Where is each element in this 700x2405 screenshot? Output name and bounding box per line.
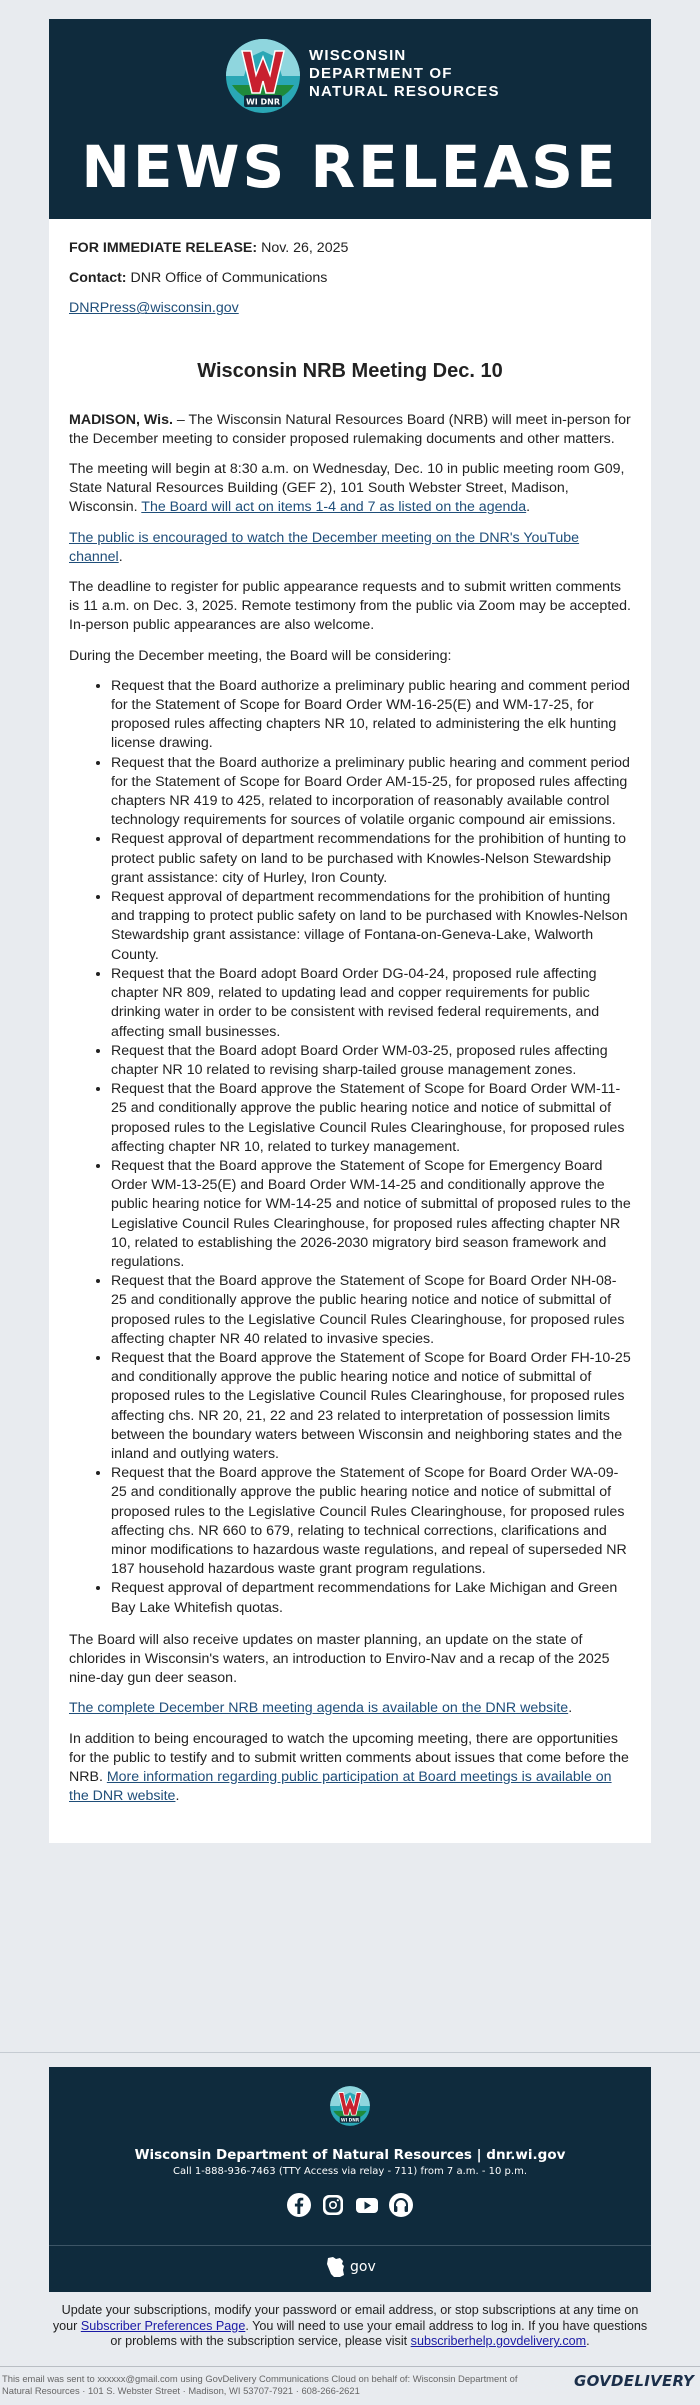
intro-text: – The Wisconsin Natural Resources Board (NRB) will meet in-person for the December meeting to consider proposed rulemaking documents and other matters. [69,411,631,447]
contact-label: Contact: [69,270,127,287]
deadline-paragraph: The deadline to register for public appearance requests and to submit written comments is 11 a.m. on Dec. 3, 2025. Remote testimony from the public via Zoom may be accepted. In-person public appearances are also welcome. [69,579,631,634]
list-item: • Request approval of department recommendations for the prohibition of hunting to protect public safety on land to be purchased with Knowles-Nelson Stewardship grant assistance: city of Hurley, Iron County. [111,830,631,888]
sent-to-note: This email was sent to xxxxxx@gmail.com using GovDelivery Communications Cloud on behalf of: Wisconsin Department of Natural Resources · 101 S. Webster Street · Madison, WI 53707-7921 · 608-266-2621 [2,2373,518,2396]
news-release-card [49,19,651,1843]
social-links [49,2192,651,2218]
dept-line-2: DEPARTMENT OF [309,65,453,82]
release-label: FOR IMMEDIATE RELEASE: [69,240,258,256]
release-date: Nov. 26, 2025 [261,240,349,256]
participation-text: In addition to being encouraged to watch the upcoming meeting, there are opportunities for the public to testify and to submit written comments about issues that come before the NRB. [69,1730,629,1786]
header-banner [49,19,651,219]
dateline: MADISON, Wis. [69,411,173,428]
contact-line [69,269,631,288]
agenda-list [69,677,631,1618]
govdelivery-logo[interactable]: GOVDELIVERY [574,2372,695,2390]
release-title: Wisconsin NRB Meeting Dec. 10 [197,359,503,382]
logo-label: WI DNR [245,97,281,107]
press-email-link[interactable]: DNRPress@wisconsin.gov [69,300,239,317]
list-item: • Request that the Board adopt Board Order DG-04-24, proposed rule affecting chapter NR 809, related to updating lead and copper requirements for public drinking water in order to be consistent with revised federal requirements, and affecting small businesses. [111,965,631,1042]
watch-paragraph: The public is encouraged to watch the December meeting on the DNR's YouTube channel. [69,529,580,565]
footer-org-name: Wisconsin Department of Natural Resources | dnr.wi.gov [134,2147,566,2163]
wi-dnr-logo [224,37,302,115]
instagram-icon[interactable] [320,2192,346,2218]
list-item: • Request that the Board approve the Statement of Scope for Board Order WA-09-25 and conditionally approve the public hearing notice and notice of submittal of proposed rules to the Legislative Council Rules Clearinghouse, for proposed rules affecting chs. NR 660 to 679, relating to technical corrections, clarifications and minor modifications to hazardous waste regulations, and repeal of superseded NR 187 household hazardous waste grant program regulations. [111,1464,631,1579]
email-line [69,299,631,318]
contact-value: DNR Office of Communications [130,270,328,287]
youtube-icon[interactable] [354,2192,380,2218]
wigov-label: gov [350,2259,376,2275]
department-title [309,47,500,101]
footer-logo-label: WI DNR [340,2118,360,2124]
bottom-divider [0,2366,700,2367]
agenda-paragraph: The complete December NRB meeting agenda is available on the DNR website. [69,1700,573,1717]
list-item: • Request that the Board approve the Statement of Scope for Board Order FH-10-25 and conditionally approve the public hearing notice and notice of submittal of proposed rules to the Legislative Council Rules Clearinghouse, for proposed rules affecting chs. NR 20, 21, 22 and 23 related to interpretation of possession limits between the boundary waters between Wisconsin and neighboring states and the inland and outlying waters. [111,1349,631,1464]
participation-paragraph: In addition to being encouraged to watch the upcoming meeting, there are opportunities for the public to testify and to submit written comments about issues that come before the NRB. More information regarding public participation at Board meetings is available on the DNR website. [69,1730,629,1805]
subscriber-preferences-link[interactable]: Subscriber Preferences Page [80,2318,246,2333]
podcast-headphones-icon[interactable] [388,2192,414,2218]
list-item: • Request that the Board adopt Board Order WM-03-25, proposed rules affecting chapter NR 10 related to revising sharp-tailed grouse management zones. [111,1042,631,1080]
meeting-paragraph: The meeting will begin at 8:30 a.m. on Wednesday, Dec. 10 in public meeting room G09, State Natural Resources Building (GEF 2), 101 South Webster Street, Madison, Wisconsin. The Board will act on items 1-4 and 7 as listed on the agenda. [69,461,625,516]
footer-phone: Call 1-888-936-7463 (TTY Access via relay - 711) from 7 a.m. - 10 p.m. [172,2166,527,2177]
news-release-heading: NEWS RELEASE [81,133,619,201]
list-item: • Request that the Board approve the Statement of Scope for Board Order NH-08-25 and conditionally approve the public hearing notice and notice of submittal of proposed rules to the Legislative Council Rules Clearinghouse, for proposed rules affecting chapter NR 40 related to invasive species. [111,1272,631,1349]
wisconsin-state-icon [325,2255,347,2279]
section-divider [0,2052,700,2053]
list-item: • Request approval of department recommendations for the prohibition of hunting and trapping to protect public safety on land to be purchased with Knowles-Nelson Stewardship grant assistance: village of Fontana-on-Geneva-Lake, Walworth County. [111,888,631,965]
list-item: • Request that the Board approve the Statement of Scope for Board Order WM-11-25 and conditionally approve the public hearing notice and notice of submittal of proposed rules to the Legislative Council Rules Clearinghouse, for proposed rules affecting chapter NR 10, related to turkey management. [111,1080,631,1157]
list-item: • Request that the Board approve the Statement of Scope for Emergency Board Order WM-13-25(E) and Board Order WM-14-25 and conditionally approve the public hearing notice for WM-14-25 and notice of submittal of proposed rules to the Legislative Council Rules Clearinghouse, for proposed rules affecting chapter NR 10, related to establishing the 2026-2030 migratory bird season framework and regulations. [111,1157,631,1272]
footer-separator [49,2245,651,2246]
dept-line-1: WISCONSIN [309,47,407,64]
list-item: • Request that the Board authorize a preliminary public hearing and comment period for the Statement of Scope for Board Order WM-16-25(E) and WM-17-25, for proposed rules affecting chapters NR 10, related to administering the elk hunting license drawing. [111,677,631,754]
wisconsin-gov-logo[interactable] [325,2254,376,2280]
subscription-text-3: . [586,2334,590,2348]
list-item: • Request that the Board authorize a preliminary public hearing and comment period for the Statement of Scope for Board Order AM-15-25, for proposed rules affecting chapters NR 419 to 425, related to incorporation of reasonably available control technology requirements for sources of volatile organic compound air emissions. [111,754,631,831]
list-item: • Request approval of department recommendations for Lake Michigan and Green Bay Lake Whitefish quotas. [111,1579,631,1617]
full-agenda-link[interactable]: The complete December NRB meeting agenda is available on the DNR website [69,1700,569,1717]
footer-dnr-logo[interactable] [329,2085,371,2127]
updates-paragraph: The Board will also receive updates on master planning, an update on the state of chlorides in Wisconsin's waters, an introduction to Enviro-Nav and a recap of the 2025 nine-day gun deer season. [69,1631,610,1687]
meeting-text: The meeting will begin at 8:30 a.m. on Wednesday, Dec. 10 in public meeting room G09, State Natural Resources Building (GEF 2), 101 South Webster Street, Madison, Wisconsin. [69,461,625,516]
subscription-text-1: Update your subscriptions, modify your password or email address, or stop subscriptions at any time on your [52,2303,639,2333]
dept-line-3: NATURAL RESOURCES [309,83,500,100]
intro-paragraph [69,411,631,449]
release-date-line [69,239,631,258]
subscriber-help-link[interactable]: subscriberhelp.govdelivery.com [410,2334,587,2348]
youtube-link[interactable]: The public is encouraged to watch the December meeting on the DNR's YouTube channel [69,529,580,565]
participation-link[interactable]: More information regarding public participation at Board meetings is available on the DNR website [69,1769,612,1805]
facebook-icon[interactable] [286,2192,312,2218]
footer [49,2067,651,2292]
subscription-note [49,2303,651,2350]
subscription-text-2: . You will need to use your email address to log in. If you have questions or problems with the subscription service, please visit [110,2318,648,2348]
release-body [49,219,651,1843]
considering-intro: During the December meeting, the Board will be considering: [69,647,452,664]
agenda-items-link[interactable]: The Board will act on items 1-4 and 7 as listed on the agenda [141,499,527,516]
